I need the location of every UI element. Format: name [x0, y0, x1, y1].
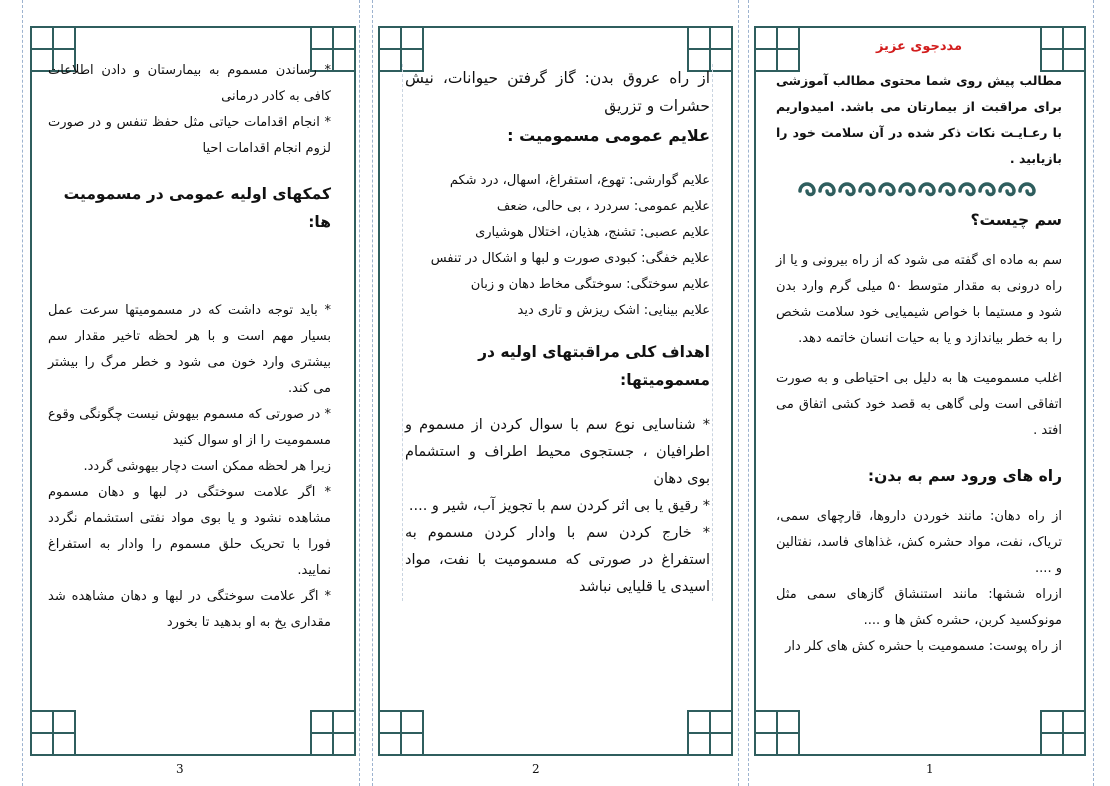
- page-number: 3: [176, 762, 184, 776]
- item-hospital: * رساندن مسموم به بیمارستان و دادن اطلاعات کافی به کادر درمانی: [48, 63, 331, 104]
- fold-guide: [1093, 0, 1094, 786]
- sign-item: علایم بینایی: اشک ریزش و تاری دید: [517, 303, 710, 318]
- item-speed: * باید توجه داشت که در مسمومیتها سرعت عمل بسیار مهم است و با هر لحظه تاخیر مقدار سم بیشتری وارد خون می شود و خطر مرگ را بیشتر می کند.: [48, 303, 331, 396]
- goal-1: * شناسایی نوع سم با سوال کردن از مسموم و اطرافیان ، جستجوی محیط اطراف و استشمام بوی دهان: [405, 417, 710, 487]
- panel-3-content: [48, 58, 331, 636]
- accident-text: اغلب مسمومیت ها به دلیل بی احتیاطی و به صورت اتفاقی است ولی گاهی به قصد خود کشی اتفاق می افتد .: [776, 371, 1062, 438]
- route-skin: از راه پوست: مسمومیت با حشره کش های کلر دار: [785, 639, 1062, 654]
- item-unconscious: * در صورتی که مسموم بیهوش نیست چگونگی وقوع مسمومیت را از او سوال کنید: [48, 407, 331, 448]
- corner-ornament: [687, 710, 733, 756]
- item-no-burn: * اگر علامت سوختگی در لبها و دهان مسموم مشاهده نشود و یا بوی مواد نفتی استشمام نگردد فورا با تحریک حلق مسموم را وادار به استفراغ نمایید.: [48, 485, 331, 578]
- heading-signs: علایم عمومی مسمومیت :: [507, 126, 710, 145]
- route-mouth: از راه دهان: مانند خوردن داروها، قارچهای سمی، تریاک، نفت، مواد حشره کش، غذاهای فاسد، نفتالین و ....: [776, 509, 1062, 576]
- fold-guide: [748, 0, 749, 786]
- fold-guide: [22, 0, 23, 786]
- sign-item: علایم عمومی: سردرد ، بی حالی، ضعف: [496, 199, 710, 214]
- goal-3: * خارج کردن سم با وادار کردن مسموم به استفراغ در صورتی که مسمومیت با نفت، مواد اسیدی یا قلیایی نباشد: [405, 525, 710, 595]
- heading-what-is-poison: سم چیست؟: [970, 211, 1062, 229]
- fold-guide: [359, 0, 360, 786]
- route-lungs: ازراه ششها: مانند استنشاق گازهای سمی مثل مونوکسید کربن، حشره کش ها و ....: [776, 587, 1062, 628]
- panel-2-content: [402, 64, 713, 601]
- page-number: 2: [532, 762, 540, 776]
- wave-ornament: [776, 180, 1062, 202]
- route-veins: از راه عروق بدن: گاز گرفتن حیوانات، نیش حشرات و تزریق: [405, 69, 710, 115]
- fold-guide: [372, 0, 373, 786]
- intro-text: مطالب پیش روی شما محتوی مطالب آموزشی برای مراقبت از بیمارتان می باشد. امیدواریم با رعـایـت نکات ذکر شده در آن سلامت خود را بازیابید .: [776, 73, 1062, 166]
- heading-routes: راه های ورود سم به بدن:: [867, 467, 1062, 485]
- sign-item: علایم گوارشی: تهوع، استفراغ، اسهال، درد شکم: [449, 173, 710, 188]
- signs-list: [405, 168, 710, 324]
- corner-ornament: [310, 710, 356, 756]
- fold-guide: [738, 0, 739, 786]
- corner-ornament: [1040, 710, 1086, 756]
- item-vital: * انجام اقدامات حیاتی مثل حفظ تنفس و در صورت لزوم انجام اقدامات احیا: [48, 115, 331, 156]
- item-unconscious-2: زیرا هر لحظه ممکن است دچار بیهوشی گردد.: [83, 459, 331, 474]
- goal-2: * رقیق یا بی اثر کردن سم با تجویز آب، شیر و ....: [408, 498, 710, 514]
- panel-1-content: [776, 36, 1062, 660]
- heading-goals: اهداف کلی مراقبتهای اولیه در مسمومیتها:: [478, 343, 710, 389]
- page-number: 1: [926, 762, 934, 776]
- corner-ornament: [30, 710, 76, 756]
- sign-item: علایم خفگی: کبودی صورت و لبها و اشکال در تنفس: [430, 251, 710, 266]
- sign-item: علایم عصبی: تشنج، هذیان، اختلال هوشیاری: [475, 225, 710, 240]
- brochure-title: مددجوی عزیز: [875, 39, 963, 54]
- item-burn: * اگر علامت سوختگی در لبها و دهان مشاهده شد مقداری یخ به او بدهید تا بخورد: [48, 589, 331, 630]
- poison-definition: سم به ماده ای گفته می شود که از راه بیرونی و یا از راه درونی به مقدار متوسط ۵۰ میلی گرم وارد بدن شود و مستیما با خواص شیمیایی خود سلامت شخص را به خطر بیاندازد و یا به حیات انسان خاتمه دهد.: [776, 253, 1062, 346]
- corner-ornament: [754, 710, 800, 756]
- sign-item: علایم سوختگی: سوختگی مخاط دهان و زبان: [470, 277, 710, 292]
- heading-first-aid: کمکهای اولیه عمومی در مسمومیت ها:: [63, 185, 331, 231]
- corner-ornament: [378, 710, 424, 756]
